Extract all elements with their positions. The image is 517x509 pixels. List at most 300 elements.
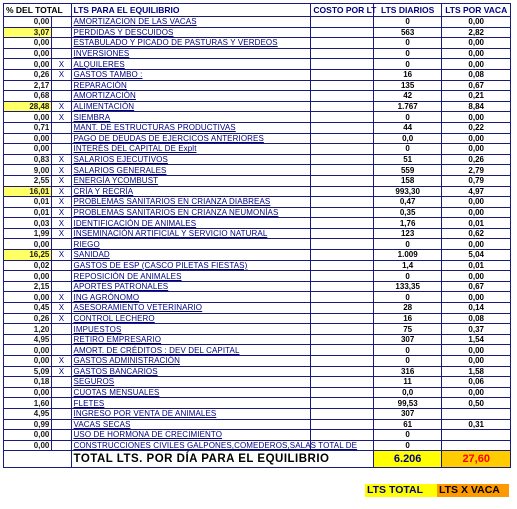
daily-cell[interactable]: 99,53	[373, 398, 442, 409]
spreadsheet	[3, 3, 511, 468]
concept-cell[interactable]: SALARIOS EJECUTIVOS	[71, 154, 311, 165]
daily-cell[interactable]: 0	[373, 430, 442, 441]
concept-cell[interactable]: PROBLEMAS SANITARIOS EN CRIANZA DIABREAS	[71, 197, 311, 208]
concept-cell[interactable]: CONSTRUCCIONES CIVILES GALPONES,COMEDEROS,SALAS TOTAL DE	[71, 440, 311, 451]
cost-cell[interactable]	[311, 27, 373, 38]
footer-labels	[365, 484, 509, 497]
daily-cell[interactable]: 0,35	[373, 207, 442, 218]
cow-cell[interactable]	[442, 408, 511, 419]
mark-cell[interactable]: X	[52, 303, 71, 314]
cost-cell[interactable]	[311, 419, 373, 430]
daily-cell[interactable]: 1.767	[373, 101, 442, 112]
daily-cell[interactable]: 11	[373, 377, 442, 388]
footer-lts-vaca[interactable]: LTS X VACA	[437, 484, 509, 497]
cost-cell[interactable]	[311, 197, 373, 208]
concept-cell[interactable]: CUOTAS MENSUALES	[71, 387, 311, 398]
table-row	[4, 260, 511, 271]
table-row	[4, 430, 511, 441]
concept-cell[interactable]: MANT. DE ESTRUCTURAS PRODUCTIVAS	[71, 122, 311, 133]
daily-cell[interactable]: 0	[373, 271, 442, 282]
mark-cell[interactable]	[52, 239, 71, 250]
table-row	[4, 292, 511, 303]
pct-cell[interactable]: 0,00	[4, 440, 52, 451]
cow-cell[interactable]: 1,54	[442, 334, 511, 345]
cost-cell[interactable]	[311, 112, 373, 123]
pct-cell[interactable]: 0,00	[4, 292, 52, 303]
concept-cell[interactable]: INVERSIONES	[71, 48, 311, 59]
daily-cell[interactable]: 123	[373, 228, 442, 239]
concept-cell[interactable]: FLETES	[71, 398, 311, 409]
daily-cell[interactable]: 0	[373, 356, 442, 367]
pct-cell[interactable]: 0,99	[4, 419, 52, 430]
cow-cell[interactable]: 0,06	[442, 377, 511, 388]
total-lts[interactable]: 6.206	[373, 451, 442, 468]
pct-cell[interactable]: 0,00	[4, 133, 52, 144]
cost-cell[interactable]	[311, 59, 373, 70]
cow-cell[interactable]	[442, 440, 511, 451]
cow-cell[interactable]: 0,00	[442, 17, 511, 28]
cow-cell[interactable]: 0,67	[442, 281, 511, 292]
pct-cell[interactable]: 0,83	[4, 154, 52, 165]
concept-cell[interactable]: CRÍA Y RECRÍA	[71, 186, 311, 197]
cost-cell[interactable]	[311, 377, 373, 388]
daily-cell[interactable]: 0	[373, 17, 442, 28]
table-row	[4, 408, 511, 419]
table-row	[4, 175, 511, 186]
cost-cell[interactable]	[311, 398, 373, 409]
pct-cell[interactable]: 0,00	[4, 271, 52, 282]
daily-cell[interactable]: 0,47	[373, 197, 442, 208]
daily-cell[interactable]: 158	[373, 175, 442, 186]
cow-cell[interactable]: 0,00	[442, 144, 511, 155]
cost-cell[interactable]	[311, 38, 373, 49]
cow-cell[interactable]: 0,08	[442, 313, 511, 324]
mark-cell[interactable]: X	[52, 175, 71, 186]
concept-cell[interactable]: ALIMENTACIÓN	[71, 101, 311, 112]
daily-cell[interactable]: 44	[373, 122, 442, 133]
daily-cell[interactable]: 0	[373, 112, 442, 123]
mark-cell[interactable]	[52, 430, 71, 441]
concept-cell[interactable]: SANIDAD	[71, 250, 311, 261]
mark-cell[interactable]: X	[52, 112, 71, 123]
concept-cell[interactable]: CONTROL LECHERO	[71, 313, 311, 324]
cow-cell[interactable]: 0,00	[442, 239, 511, 250]
mark-cell[interactable]	[52, 80, 71, 91]
pct-cell[interactable]: 0,68	[4, 91, 52, 102]
table-row	[4, 334, 511, 345]
cost-cell[interactable]	[311, 228, 373, 239]
table-row	[4, 366, 511, 377]
mark-cell[interactable]: X	[52, 154, 71, 165]
mark-cell[interactable]: X	[52, 218, 71, 229]
cow-cell[interactable]: 0,50	[442, 398, 511, 409]
concept-cell[interactable]: PROBLEMAS SANITARIOS EN CRIANZA NEUMONÍAS	[71, 207, 311, 218]
daily-cell[interactable]: 0	[373, 345, 442, 356]
cost-cell[interactable]	[311, 366, 373, 377]
cow-cell[interactable]: 0,00	[442, 38, 511, 49]
cow-cell[interactable]: 2,82	[442, 27, 511, 38]
table-row	[4, 186, 511, 197]
concept-cell[interactable]: AMORTIZACION DE LAS VACAS	[71, 17, 311, 28]
cost-cell[interactable]	[311, 313, 373, 324]
header-cow[interactable]: LTS POR VACA	[442, 4, 511, 17]
cost-cell[interactable]	[311, 144, 373, 155]
cow-cell[interactable]: 0,00	[442, 271, 511, 282]
pct-cell[interactable]: 0,00	[4, 345, 52, 356]
daily-cell[interactable]: 1.009	[373, 250, 442, 261]
table-row	[4, 17, 511, 28]
table-row	[4, 122, 511, 133]
table-row	[4, 133, 511, 144]
daily-cell[interactable]: 307	[373, 334, 442, 345]
concept-cell[interactable]: REPOSICIÓN DE ANIMALES	[71, 271, 311, 282]
daily-cell[interactable]: 135	[373, 80, 442, 91]
table-body	[4, 17, 511, 451]
pct-cell[interactable]: 2,15	[4, 281, 52, 292]
concept-cell[interactable]: ALQUILERES	[71, 59, 311, 70]
cost-cell[interactable]	[311, 239, 373, 250]
mark-cell[interactable]	[52, 260, 71, 271]
concept-cell[interactable]: GASTOS BANCARIOS	[71, 366, 311, 377]
table-row	[4, 324, 511, 335]
daily-cell[interactable]: 51	[373, 154, 442, 165]
cost-cell[interactable]	[311, 17, 373, 28]
table-row	[4, 27, 511, 38]
daily-cell[interactable]: 0,0	[373, 387, 442, 398]
mark-cell[interactable]	[52, 122, 71, 133]
daily-cell[interactable]: 563	[373, 27, 442, 38]
pct-cell[interactable]: 0,03	[4, 218, 52, 229]
concept-cell[interactable]: APORTES PATRONALES	[71, 281, 311, 292]
concept-cell[interactable]: GASTOS ADMINISTRACIÓN	[71, 356, 311, 367]
table-row	[4, 112, 511, 123]
table-row	[4, 80, 511, 91]
cost-cell[interactable]	[311, 91, 373, 102]
cow-cell[interactable]: 2,79	[442, 165, 511, 176]
pct-cell[interactable]: 0,00	[4, 17, 52, 28]
concept-cell[interactable]: RETIRO EMPRESARIO	[71, 334, 311, 345]
cow-cell[interactable]: 1,58	[442, 366, 511, 377]
mark-cell[interactable]	[52, 271, 71, 282]
concept-cell[interactable]: VACAS SECAS	[71, 419, 311, 430]
concept-cell[interactable]: INGRESO POR VENTA DE ANIMALES	[71, 408, 311, 419]
cost-cell[interactable]	[311, 334, 373, 345]
pct-cell[interactable]: 0,00	[4, 144, 52, 155]
pct-cell[interactable]: 4,95	[4, 408, 52, 419]
cow-cell[interactable]: 0,00	[442, 356, 511, 367]
daily-cell[interactable]: 307	[373, 408, 442, 419]
header-pct[interactable]: % DEL TOTAL	[4, 4, 72, 17]
cost-cell[interactable]	[311, 69, 373, 80]
cow-cell[interactable]: 0,00	[442, 48, 511, 59]
pct-cell[interactable]: 0,45	[4, 303, 52, 314]
concept-cell[interactable]: GASTOS TAMBO :	[71, 69, 311, 80]
cow-cell[interactable]: 0,00	[442, 387, 511, 398]
concept-cell[interactable]: SALARIOS GENERALES	[71, 165, 311, 176]
table-row	[4, 144, 511, 155]
header-cost[interactable]: COSTO POR LT	[311, 4, 373, 17]
daily-cell[interactable]: 16	[373, 69, 442, 80]
cost-cell[interactable]	[311, 218, 373, 229]
cost-cell[interactable]	[311, 250, 373, 261]
mark-cell[interactable]	[52, 144, 71, 155]
cow-cell[interactable]: 0,00	[442, 59, 511, 70]
mark-cell[interactable]	[52, 345, 71, 356]
mark-cell[interactable]	[52, 440, 71, 451]
cow-cell[interactable]: 0,01	[442, 260, 511, 271]
cost-cell[interactable]	[311, 165, 373, 176]
mark-cell[interactable]: X	[52, 228, 71, 239]
concept-cell[interactable]: INSEMINACIÓN ARTIFICIAL Y SERVICIO NATURAL	[71, 228, 311, 239]
table-row	[4, 207, 511, 218]
mark-cell[interactable]	[52, 17, 71, 28]
cost-cell[interactable]	[311, 292, 373, 303]
concept-cell[interactable]: ASESORAMIENTO VETERINARIO	[71, 303, 311, 314]
mark-cell[interactable]: X	[52, 292, 71, 303]
cow-cell[interactable]: 0,00	[442, 197, 511, 208]
pct-cell[interactable]: 0,00	[4, 430, 52, 441]
pct-cell[interactable]: 16,01	[4, 186, 52, 197]
pct-cell[interactable]: 0,18	[4, 377, 52, 388]
mark-cell[interactable]	[52, 387, 71, 398]
cost-cell[interactable]	[311, 186, 373, 197]
table-row	[4, 440, 511, 451]
concept-cell[interactable]: SEGUROS	[71, 377, 311, 388]
pct-cell[interactable]: 0,00	[4, 356, 52, 367]
cost-cell[interactable]	[311, 271, 373, 282]
cost-cell[interactable]	[311, 101, 373, 112]
cost-cell[interactable]	[311, 207, 373, 218]
concept-cell[interactable]: REPARACIÓN	[71, 80, 311, 91]
table-row	[4, 387, 511, 398]
mark-cell[interactable]: X	[52, 366, 71, 377]
mark-cell[interactable]: X	[52, 186, 71, 197]
mark-cell[interactable]: X	[52, 59, 71, 70]
cow-cell[interactable]: 8,84	[442, 101, 511, 112]
daily-cell[interactable]: 0	[373, 144, 442, 155]
pct-cell[interactable]: 0,00	[4, 387, 52, 398]
daily-cell[interactable]: 75	[373, 324, 442, 335]
pct-cell[interactable]: 3,07	[4, 27, 52, 38]
cost-cell[interactable]	[311, 175, 373, 186]
cost-cell[interactable]	[311, 387, 373, 398]
cow-cell[interactable]: 0,21	[442, 91, 511, 102]
cow-cell[interactable]: 0,01	[442, 218, 511, 229]
cow-cell[interactable]: 0,00	[442, 345, 511, 356]
concept-cell[interactable]: AMORTIZACIÓN	[71, 91, 311, 102]
table-row	[4, 154, 511, 165]
total-label[interactable]: TOTAL LTS. POR DÍA PARA EL EQUILIBRIO	[71, 451, 373, 468]
cost-cell[interactable]	[311, 356, 373, 367]
table-row	[4, 218, 511, 229]
mark-cell[interactable]: X	[52, 101, 71, 112]
mark-cell[interactable]	[52, 38, 71, 49]
table-row	[4, 69, 511, 80]
mark-cell[interactable]	[52, 91, 71, 102]
pct-cell[interactable]: 9,00	[4, 165, 52, 176]
concept-cell[interactable]: ENERGÍA YCOMBUST	[71, 175, 311, 186]
header-daily[interactable]: LTS DIARIOS	[373, 4, 442, 17]
mark-cell[interactable]: X	[52, 165, 71, 176]
pct-cell[interactable]: 1,20	[4, 324, 52, 335]
daily-cell[interactable]: 16	[373, 313, 442, 324]
mark-cell[interactable]: X	[52, 356, 71, 367]
cow-cell[interactable]: 0,08	[442, 69, 511, 80]
pct-cell[interactable]: 0,01	[4, 207, 52, 218]
pct-cell[interactable]: 5,09	[4, 366, 52, 377]
cow-cell[interactable]: 0,00	[442, 292, 511, 303]
header-concept[interactable]: LTS PARA EL EQUILIBRIO	[71, 4, 311, 17]
cow-cell[interactable]: 0,26	[442, 154, 511, 165]
mark-cell[interactable]	[52, 334, 71, 345]
mark-cell[interactable]: X	[52, 207, 71, 218]
mark-cell[interactable]	[52, 27, 71, 38]
cow-cell[interactable]: 0,00	[442, 112, 511, 123]
pct-cell[interactable]: 28,48	[4, 101, 52, 112]
cow-cell[interactable]: 0,22	[442, 122, 511, 133]
total-row	[4, 451, 511, 468]
table-row	[4, 197, 511, 208]
pct-cell[interactable]: 0,02	[4, 260, 52, 271]
cost-cell[interactable]	[311, 345, 373, 356]
daily-cell[interactable]: 1,4	[373, 260, 442, 271]
pct-cell[interactable]: 16,25	[4, 250, 52, 261]
pct-cell[interactable]: 2,17	[4, 80, 52, 91]
daily-cell[interactable]: 0,0	[373, 133, 442, 144]
total-cow[interactable]: 27,60	[442, 451, 511, 468]
cost-cell[interactable]	[311, 303, 373, 314]
table-row	[4, 356, 511, 367]
concept-cell[interactable]: SIEMBRA	[71, 112, 311, 123]
daily-cell[interactable]: 0	[373, 239, 442, 250]
table-row	[4, 419, 511, 430]
pct-cell[interactable]: 0,00	[4, 59, 52, 70]
mark-cell[interactable]	[52, 133, 71, 144]
daily-cell[interactable]: 0	[373, 48, 442, 59]
cost-cell[interactable]	[311, 48, 373, 59]
cost-cell[interactable]	[311, 80, 373, 91]
table-row	[4, 313, 511, 324]
mark-cell[interactable]	[52, 398, 71, 409]
cost-cell[interactable]	[311, 133, 373, 144]
pct-cell[interactable]: 0,00	[4, 239, 52, 250]
concept-cell[interactable]: ING AGRÓNOMO	[71, 292, 311, 303]
cost-cell[interactable]	[311, 281, 373, 292]
concept-cell[interactable]: AMORT. DE CRÉDITOS : DEV DEL CAPITAL	[71, 345, 311, 356]
daily-cell[interactable]: 0	[373, 440, 442, 451]
cow-cell[interactable]: 0,00	[442, 207, 511, 218]
mark-cell[interactable]: X	[52, 250, 71, 261]
concept-cell[interactable]: INTERÉS DEL CAPITAL DE Explt	[71, 144, 311, 155]
table-row	[4, 239, 511, 250]
mark-cell[interactable]	[52, 408, 71, 419]
pct-cell[interactable]: 1,60	[4, 398, 52, 409]
header-row	[4, 4, 511, 17]
pct-cell[interactable]: 0,00	[4, 38, 52, 49]
cost-cell[interactable]	[311, 154, 373, 165]
cost-cell[interactable]	[311, 324, 373, 335]
pct-cell[interactable]: 0,71	[4, 122, 52, 133]
daily-cell[interactable]: 316	[373, 366, 442, 377]
pct-cell[interactable]: 0,00	[4, 112, 52, 123]
table-row	[4, 345, 511, 356]
concept-cell[interactable]: PERDIDAS Y DESCUIDOS	[71, 27, 311, 38]
daily-cell[interactable]: 42	[373, 91, 442, 102]
table-row	[4, 250, 511, 261]
cow-cell[interactable]: 0,62	[442, 228, 511, 239]
concept-cell[interactable]: ESTABULADO Y PICADO DE PASTURAS Y VERDEOS	[71, 38, 311, 49]
table-row	[4, 228, 511, 239]
cost-cell[interactable]	[311, 408, 373, 419]
cow-cell[interactable]: 0,00	[442, 133, 511, 144]
mark-cell[interactable]	[52, 324, 71, 335]
daily-cell[interactable]: 61	[373, 419, 442, 430]
pct-cell[interactable]: 1,99	[4, 228, 52, 239]
pct-cell[interactable]: 0,26	[4, 69, 52, 80]
cow-cell[interactable]: 0,37	[442, 324, 511, 335]
mark-cell[interactable]	[52, 48, 71, 59]
concept-cell[interactable]: IDENTIFICACIÓN DE ANIMALES	[71, 218, 311, 229]
cow-cell[interactable]: 4,97	[442, 186, 511, 197]
pct-cell[interactable]: 0,26	[4, 313, 52, 324]
concept-cell[interactable]: GASTOS DE ESP (CASCO PILETAS FIESTAS)	[71, 260, 311, 271]
table-row	[4, 101, 511, 112]
daily-cell[interactable]: 559	[373, 165, 442, 176]
footer-lts-total[interactable]: LTS TOTAL	[365, 484, 437, 497]
cost-cell[interactable]	[311, 122, 373, 133]
table-row	[4, 48, 511, 59]
mark-cell[interactable]	[52, 419, 71, 430]
concept-cell[interactable]: USO DE HORMONA DE CRECIMIENTO	[71, 430, 311, 441]
cow-cell[interactable]: 0,14	[442, 303, 511, 314]
table-row	[4, 377, 511, 388]
table-row	[4, 38, 511, 49]
concept-cell[interactable]: RIEGO	[71, 239, 311, 250]
pct-cell[interactable]: 2,55	[4, 175, 52, 186]
mark-cell[interactable]: X	[52, 197, 71, 208]
cow-cell[interactable]: 0,67	[442, 80, 511, 91]
daily-cell[interactable]: 0	[373, 292, 442, 303]
mark-cell[interactable]: X	[52, 313, 71, 324]
concept-cell[interactable]: IMPUESTOS	[71, 324, 311, 335]
concept-cell[interactable]: PAGO DE DEUDAS DE EJERCICOS ANTERIORES	[71, 133, 311, 144]
cow-cell[interactable]	[442, 430, 511, 441]
table-row	[4, 59, 511, 70]
mark-cell[interactable]	[52, 281, 71, 292]
table-row	[4, 303, 511, 314]
pct-cell[interactable]: 0,01	[4, 197, 52, 208]
cost-cell[interactable]	[311, 430, 373, 441]
daily-cell[interactable]: 993,30	[373, 186, 442, 197]
daily-cell[interactable]: 0	[373, 59, 442, 70]
mark-cell[interactable]: X	[52, 69, 71, 80]
daily-cell[interactable]: 1,76	[373, 218, 442, 229]
daily-cell[interactable]: 133,35	[373, 281, 442, 292]
pct-cell[interactable]: 4,95	[4, 334, 52, 345]
cow-cell[interactable]: 0,31	[442, 419, 511, 430]
table-row	[4, 91, 511, 102]
daily-cell[interactable]: 28	[373, 303, 442, 314]
cost-cell[interactable]	[311, 260, 373, 271]
cow-cell[interactable]: 0,79	[442, 175, 511, 186]
daily-cell[interactable]: 0	[373, 38, 442, 49]
table-row	[4, 165, 511, 176]
total-empty-cell[interactable]	[4, 451, 72, 468]
mark-cell[interactable]	[52, 377, 71, 388]
pct-cell[interactable]: 0,00	[4, 48, 52, 59]
cow-cell[interactable]: 5,04	[442, 250, 511, 261]
equilibrium-table	[3, 3, 511, 468]
